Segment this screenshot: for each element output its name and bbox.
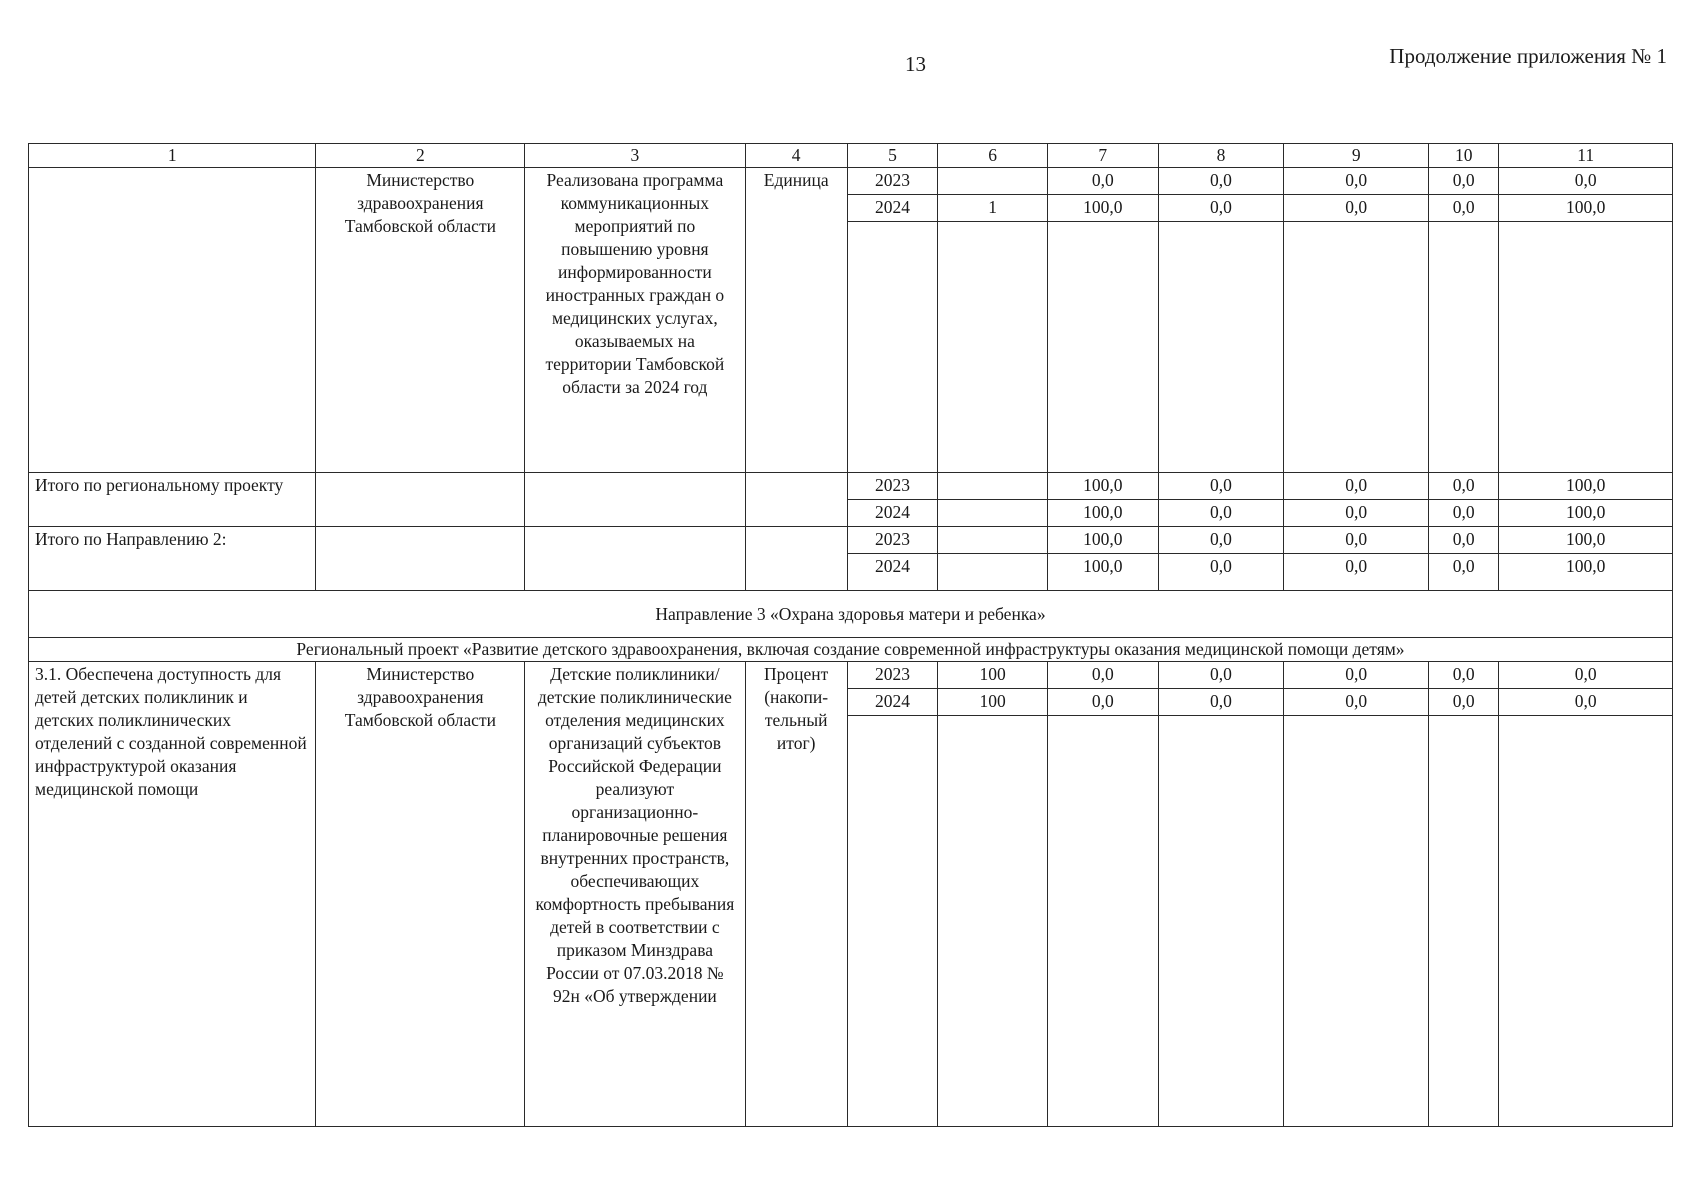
column-number: 3 bbox=[525, 144, 745, 168]
table-row bbox=[29, 168, 1673, 195]
value-cell: 0,0 bbox=[1284, 168, 1429, 195]
unit-cell: Единица bbox=[745, 168, 847, 473]
column-number: 2 bbox=[316, 144, 525, 168]
table-row bbox=[29, 527, 1673, 554]
column-number: 8 bbox=[1158, 144, 1284, 168]
value-cell: 0,0 bbox=[1158, 500, 1284, 527]
value-cell: 0,0 bbox=[1047, 689, 1158, 716]
section-heading-row bbox=[29, 591, 1673, 638]
value-cell: 0,0 bbox=[1158, 689, 1284, 716]
value-cell: 100,0 bbox=[1499, 554, 1673, 591]
column-number-header-row bbox=[29, 144, 1673, 168]
value-cell: 0,0 bbox=[1158, 527, 1284, 554]
value-cell: 100,0 bbox=[1499, 195, 1673, 222]
indicator-cell bbox=[29, 168, 316, 473]
value-cell: 0,0 bbox=[1284, 554, 1429, 591]
year-cell: 2024 bbox=[847, 500, 938, 527]
indicator-cell: 3.1. Обеспечена доступность для детей детских поликлиник и детских поликлинических отделений с созданной современной инфраструктурой оказания медицинской помощи bbox=[29, 662, 316, 1127]
value-cell bbox=[938, 168, 1048, 195]
value-cell: 0,0 bbox=[1284, 500, 1429, 527]
regional-project-title: Региональный проект «Развитие детского здравоохранения, включая создание современной инфраструктуры оказания медицинской помощи детям» bbox=[29, 638, 1673, 662]
value-cell: 0,0 bbox=[1429, 689, 1499, 716]
value-cell: 0,0 bbox=[1429, 473, 1499, 500]
unit-cell: Процент (накопи-тельный итог) bbox=[745, 662, 847, 1127]
value-cell: 0,0 bbox=[1429, 554, 1499, 591]
direction-title: Направление 3 «Охрана здоровья матери и ребенка» bbox=[29, 591, 1673, 638]
value-cell: 0,0 bbox=[1158, 168, 1284, 195]
value-cell: 0,0 bbox=[1158, 662, 1284, 689]
value-cell: 0,0 bbox=[1158, 554, 1284, 591]
value-cell: 0,0 bbox=[1284, 473, 1429, 500]
value-cell: 0,0 bbox=[1429, 662, 1499, 689]
value-cell: 100,0 bbox=[1499, 527, 1673, 554]
column-number: 4 bbox=[745, 144, 847, 168]
value-cell: 0,0 bbox=[1499, 689, 1673, 716]
value-cell: 0,0 bbox=[1284, 527, 1429, 554]
value-cell: 100,0 bbox=[1047, 554, 1158, 591]
year-cell: 2023 bbox=[847, 473, 938, 500]
value-cell: 100 bbox=[938, 662, 1048, 689]
year-cell: 2023 bbox=[847, 662, 938, 689]
year-cell: 2023 bbox=[847, 168, 938, 195]
budget-table bbox=[28, 143, 1673, 1127]
year-cell: 2023 bbox=[847, 527, 938, 554]
year-cell: 2024 bbox=[847, 689, 938, 716]
value-cell: 0,0 bbox=[1284, 689, 1429, 716]
column-number: 1 bbox=[29, 144, 316, 168]
value-cell: 100,0 bbox=[1047, 195, 1158, 222]
value-cell: 100,0 bbox=[1047, 500, 1158, 527]
column-number: 5 bbox=[847, 144, 938, 168]
value-cell: 0,0 bbox=[1499, 168, 1673, 195]
result-description-cell: Детские поликлиники/детские поликлинические отделения медицинских организаций субъектов Российской Федерации реализуют организационно-планировочные решения внутренних пространств, обеспечивающих комфортность пребывания детей в соответствии с приказом Минздрава России от 07.03.2018 № 92н «Об утверждении bbox=[525, 662, 745, 1127]
value-cell: 1 bbox=[938, 195, 1048, 222]
year-cell: 2024 bbox=[847, 195, 938, 222]
value-cell: 0,0 bbox=[1429, 195, 1499, 222]
column-number: 10 bbox=[1429, 144, 1499, 168]
year-cell: 2024 bbox=[847, 554, 938, 591]
column-number: 9 bbox=[1284, 144, 1429, 168]
appendix-continuation-label: Продолжение приложения № 1 bbox=[1389, 44, 1667, 68]
value-cell: 0,0 bbox=[1284, 195, 1429, 222]
table-row bbox=[29, 473, 1673, 500]
value-cell: 0,0 bbox=[1429, 500, 1499, 527]
result-description-cell: Реализована программа коммуникационных мероприятий по повышению уровня информированности иностранных граждан о медицинских услугах, оказываемых на территории Тамбовской области за 2024 год bbox=[525, 168, 745, 473]
value-cell: 100,0 bbox=[1047, 527, 1158, 554]
total-project-label: Итого по региональному проекту bbox=[29, 473, 316, 527]
page-number: 13 bbox=[905, 52, 926, 76]
column-number: 6 bbox=[938, 144, 1048, 168]
value-cell: 100,0 bbox=[1499, 473, 1673, 500]
value-cell: 0,0 bbox=[1429, 527, 1499, 554]
value-cell: 100,0 bbox=[1047, 473, 1158, 500]
value-cell: 0,0 bbox=[1284, 662, 1429, 689]
value-cell: 0,0 bbox=[1429, 168, 1499, 195]
responsible-executor-cell: Министерство здравоохранения Тамбовской области bbox=[316, 662, 525, 1127]
table-row bbox=[29, 662, 1673, 689]
responsible-executor-cell: Министерство здравоохранения Тамбовской области bbox=[316, 168, 525, 473]
value-cell: 0,0 bbox=[1047, 662, 1158, 689]
value-cell: 0,0 bbox=[1047, 168, 1158, 195]
project-heading-row bbox=[29, 638, 1673, 662]
value-cell: 100,0 bbox=[1499, 500, 1673, 527]
total-direction-label: Итого по Направлению 2: bbox=[29, 527, 316, 591]
value-cell: 0,0 bbox=[1158, 473, 1284, 500]
column-number: 7 bbox=[1047, 144, 1158, 168]
column-number: 11 bbox=[1499, 144, 1673, 168]
value-cell: 100 bbox=[938, 689, 1048, 716]
value-cell: 0,0 bbox=[1499, 662, 1673, 689]
value-cell: 0,0 bbox=[1158, 195, 1284, 222]
